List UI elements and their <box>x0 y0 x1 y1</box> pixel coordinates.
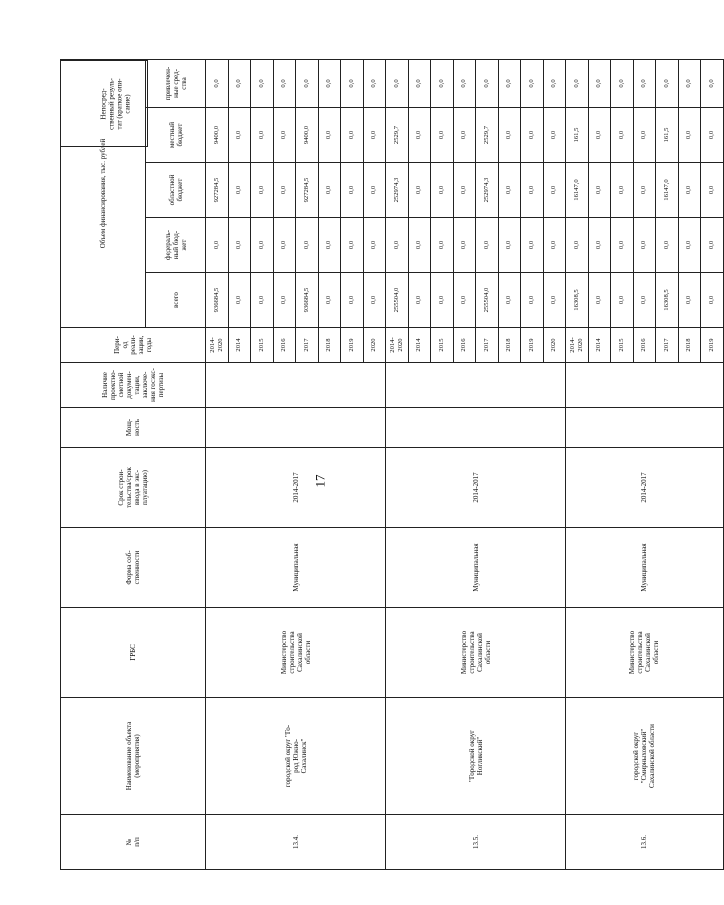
federal-value: 0,0 <box>678 218 701 273</box>
grbs-cell: Министерство строительства Сахалинской области <box>386 608 566 698</box>
total-value: 0,0 <box>363 273 386 328</box>
total-value: 0,0 <box>431 273 454 328</box>
header-local: местный бюджет <box>146 108 206 163</box>
attracted-value: 0,0 <box>228 59 251 107</box>
header-regional: областной бюджет <box>146 163 206 218</box>
regional-value: 927284,5 <box>296 163 319 218</box>
local-value: 0,0 <box>363 108 386 163</box>
regional-value: 0,0 <box>453 163 476 218</box>
federal-value: 0,0 <box>453 218 476 273</box>
period-value: 2015 <box>251 328 274 363</box>
doc-cell <box>386 363 566 408</box>
term-cell: 2014-2017 <box>386 448 566 528</box>
total-value: 0,0 <box>633 273 656 328</box>
local-value: 9400,0 <box>206 108 229 163</box>
ownership-cell: Муниципальная <box>206 528 386 608</box>
local-value: 0,0 <box>273 108 296 163</box>
period-value: 2016 <box>273 328 296 363</box>
total-value: 0,0 <box>453 273 476 328</box>
attracted-value: 0,0 <box>701 59 724 107</box>
term-cell: 2014-2017 <box>206 448 386 528</box>
table-body <box>206 59 724 869</box>
period-value: 2020 <box>543 328 566 363</box>
local-value: 0,0 <box>498 108 521 163</box>
period-value: 2017 <box>476 328 499 363</box>
object-name: городской округ "Смирныховский" Сахалинской области <box>566 698 724 815</box>
regional-value: 0,0 <box>633 163 656 218</box>
local-value: 0,0 <box>588 108 611 163</box>
attracted-value: 0,0 <box>611 59 634 107</box>
header-grbs: ГРБС <box>61 608 206 698</box>
attracted-value: 0,0 <box>543 59 566 107</box>
local-value: 0,0 <box>228 108 251 163</box>
total-value: 16308,5 <box>566 273 589 328</box>
federal-value: 0,0 <box>206 218 229 273</box>
federal-value: 0,0 <box>431 218 454 273</box>
header-term: Срок строи- тельства/срок ввода в экс- плуатацию) <box>61 448 206 528</box>
header-funding: Объем финансирования, тыс. рублей <box>61 59 146 327</box>
term-cell: 2014-2017 <box>566 448 724 528</box>
total-value: 0,0 <box>543 273 566 328</box>
regional-value: 0,0 <box>341 163 364 218</box>
doc-cell <box>566 363 724 408</box>
period-value: 2016 <box>633 328 656 363</box>
header-attracted: привлечен- ные сред- ства <box>146 59 206 107</box>
result-column <box>60 60 150 870</box>
period-value: 2018 <box>318 328 341 363</box>
regional-value: 0,0 <box>498 163 521 218</box>
period-value: 2019 <box>701 328 724 363</box>
total-value: 0,0 <box>251 273 274 328</box>
period-value: 2018 <box>498 328 521 363</box>
period-value: 2019 <box>341 328 364 363</box>
federal-value: 0,0 <box>296 218 319 273</box>
total-value: 0,0 <box>273 273 296 328</box>
doc-cell <box>206 363 386 408</box>
total-value: 0,0 <box>521 273 544 328</box>
local-value: 0,0 <box>408 108 431 163</box>
group-num: 13.5. <box>386 815 566 870</box>
attracted-value: 0,0 <box>318 59 341 107</box>
period-value: 2019 <box>521 328 544 363</box>
attracted-value: 0,0 <box>476 59 499 107</box>
result-header: Непосред- ственный резуль- тат (краткое опи- сание) <box>99 78 132 130</box>
total-value: 0,0 <box>341 273 364 328</box>
total-value: 0,0 <box>318 273 341 328</box>
grbs-cell: Министерство строительства Сахалинской области <box>566 608 724 698</box>
period-value: 2014 <box>228 328 251 363</box>
page-number: 17 <box>312 474 328 488</box>
period-value: 2014- 2020 <box>566 328 589 363</box>
regional-value: 0,0 <box>431 163 454 218</box>
attracted-value: 0,0 <box>206 59 229 107</box>
regional-value: 252974,3 <box>476 163 499 218</box>
local-value: 0,0 <box>543 108 566 163</box>
total-value: 0,0 <box>678 273 701 328</box>
group-num: 13.6. <box>566 815 724 870</box>
local-value: 9400,0 <box>296 108 319 163</box>
total-value: 255504,0 <box>386 273 409 328</box>
ownership-cell: Муниципальная <box>566 528 724 608</box>
regional-value: 0,0 <box>318 163 341 218</box>
capacity-cell <box>566 408 724 448</box>
regional-value: 927284,5 <box>206 163 229 218</box>
attracted-value: 0,0 <box>588 59 611 107</box>
period-value: 2017 <box>656 328 679 363</box>
regional-value: 0,0 <box>251 163 274 218</box>
regional-value: 0,0 <box>363 163 386 218</box>
header-ownership: Форма соб- ственности <box>61 528 206 608</box>
local-value: 0,0 <box>453 108 476 163</box>
period-value: 2015 <box>611 328 634 363</box>
federal-value: 0,0 <box>341 218 364 273</box>
total-value: 936684,5 <box>296 273 319 328</box>
federal-value: 0,0 <box>273 218 296 273</box>
group-num: 13.4. <box>206 815 386 870</box>
local-value: 0,0 <box>611 108 634 163</box>
regional-value: 0,0 <box>588 163 611 218</box>
regional-value: 0,0 <box>228 163 251 218</box>
table-row <box>386 59 409 869</box>
period-value: 2017 <box>296 328 319 363</box>
total-value: 0,0 <box>228 273 251 328</box>
local-value: 0,0 <box>633 108 656 163</box>
local-value: 2529,7 <box>476 108 499 163</box>
federal-value: 0,0 <box>251 218 274 273</box>
period-value: 2014- 2020 <box>206 328 229 363</box>
total-value: 0,0 <box>408 273 431 328</box>
attracted-value: 0,0 <box>633 59 656 107</box>
federal-value: 0,0 <box>363 218 386 273</box>
regional-value: 0,0 <box>701 163 724 218</box>
header-doc: Наличие проектно- сметной докумен- тации, заключе- ния госэкс- пертизы <box>61 363 206 408</box>
period-value: 2015 <box>431 328 454 363</box>
attracted-value: 0,0 <box>251 59 274 107</box>
federal-value: 0,0 <box>386 218 409 273</box>
capacity-cell <box>386 408 566 448</box>
regional-value: 0,0 <box>273 163 296 218</box>
total-value: 0,0 <box>498 273 521 328</box>
federal-value: 0,0 <box>498 218 521 273</box>
header-total: всего <box>146 273 206 328</box>
federal-value: 0,0 <box>521 218 544 273</box>
attracted-value: 0,0 <box>363 59 386 107</box>
attracted-value: 0,0 <box>408 59 431 107</box>
attracted-value: 0,0 <box>566 59 589 107</box>
federal-value: 0,0 <box>566 218 589 273</box>
table-row <box>566 59 589 869</box>
funding-table <box>60 59 724 870</box>
regional-value: 0,0 <box>611 163 634 218</box>
header-federal: федераль- ный бюд- жет <box>146 218 206 273</box>
header-name: Наименование объекта (мероприятия) <box>61 698 206 815</box>
local-value: 0,0 <box>318 108 341 163</box>
local-value: 0,0 <box>701 108 724 163</box>
object-name: "Городской округ Ногликский" <box>386 698 566 815</box>
federal-value: 0,0 <box>588 218 611 273</box>
local-value: 0,0 <box>431 108 454 163</box>
federal-value: 0,0 <box>408 218 431 273</box>
local-value: 0,0 <box>251 108 274 163</box>
federal-value: 0,0 <box>656 218 679 273</box>
local-value: 0,0 <box>341 108 364 163</box>
header-num: № п/п <box>61 815 206 870</box>
federal-value: 0,0 <box>318 218 341 273</box>
federal-value: 0,0 <box>611 218 634 273</box>
header-period: Пери- од реали- зации, годы <box>61 328 206 363</box>
regional-value: 16147,0 <box>566 163 589 218</box>
grbs-cell: Министерство строительства Сахалинской области <box>206 608 386 698</box>
period-value: 2018 <box>678 328 701 363</box>
local-value: 2529,7 <box>386 108 409 163</box>
attracted-value: 0,0 <box>273 59 296 107</box>
capacity-cell <box>206 408 386 448</box>
period-value: 2020 <box>363 328 386 363</box>
period-value: 2014 <box>408 328 431 363</box>
ownership-cell: Муниципальная <box>386 528 566 608</box>
attracted-value: 0,0 <box>453 59 476 107</box>
object-name: городской округ "Го- род Южно- Сахалинск" <box>206 698 386 815</box>
regional-value: 0,0 <box>678 163 701 218</box>
federal-value: 0,0 <box>701 218 724 273</box>
period-value: 2014 <box>588 328 611 363</box>
attracted-value: 0,0 <box>386 59 409 107</box>
federal-value: 0,0 <box>228 218 251 273</box>
attracted-value: 0,0 <box>296 59 319 107</box>
regional-value: 0,0 <box>408 163 431 218</box>
federal-value: 0,0 <box>633 218 656 273</box>
total-value: 0,0 <box>588 273 611 328</box>
local-value: 0,0 <box>521 108 544 163</box>
table-row <box>206 59 229 869</box>
header-capacity: Мощ- ность <box>61 408 206 448</box>
regional-value: 16147,0 <box>656 163 679 218</box>
attracted-value: 0,0 <box>678 59 701 107</box>
local-value: 0,0 <box>678 108 701 163</box>
local-value: 161,5 <box>566 108 589 163</box>
total-value: 936684,5 <box>206 273 229 328</box>
federal-value: 0,0 <box>543 218 566 273</box>
attracted-value: 0,0 <box>656 59 679 107</box>
period-value: 2016 <box>453 328 476 363</box>
attracted-value: 0,0 <box>341 59 364 107</box>
regional-value: 252974,3 <box>386 163 409 218</box>
regional-value: 0,0 <box>521 163 544 218</box>
attracted-value: 0,0 <box>431 59 454 107</box>
attracted-value: 0,0 <box>498 59 521 107</box>
total-value: 0,0 <box>701 273 724 328</box>
local-value: 161,5 <box>656 108 679 163</box>
total-value: 0,0 <box>611 273 634 328</box>
attracted-value: 0,0 <box>521 59 544 107</box>
period-value: 2014- 2020 <box>386 328 409 363</box>
federal-value: 0,0 <box>476 218 499 273</box>
regional-value: 0,0 <box>543 163 566 218</box>
total-value: 16308,5 <box>656 273 679 328</box>
total-value: 255504,0 <box>476 273 499 328</box>
